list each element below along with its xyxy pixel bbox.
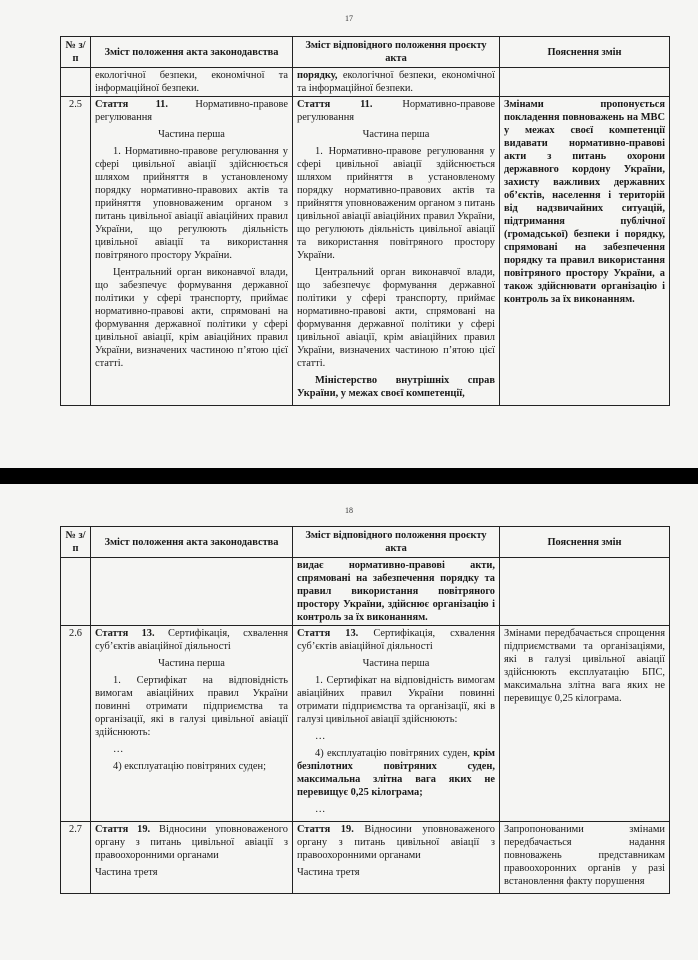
draft-cell: Стаття 13. Сертифікація, схвалення суб’єктів авіаційної діяльності Частина перша 1. Сертифікат на відповідність вимогам авіаційних правил України повинні отримати підприємства та організації, які в галузі цивільної авіації здійснюють: … 4) експлуатацію повітряних суден, крім безпілотних повітряних суден, максимальна злітна вага яких не перевищує 0,25 кілограма; … [293, 626, 500, 822]
table-row-2-6 [61, 626, 670, 822]
header-law: Зміст положення акта законодавства [91, 527, 293, 558]
header-note: Пояснення змін [500, 37, 670, 68]
header-draft: Зміст відповідного положення проєкту акта [293, 37, 500, 68]
table-row-continuation [61, 68, 670, 97]
row-number: 2.6 [61, 626, 91, 822]
table-row-2-7 [61, 822, 670, 894]
header-law: Зміст положення акта законодавства [91, 37, 293, 68]
table-row-2-5 [61, 97, 670, 406]
header-note: Пояснення змін [500, 527, 670, 558]
law-cell: Стаття 19. Відносини уповноваженого органу з питань цивільної авіації з правоохоронними органами Частина третя [91, 822, 293, 894]
law-cell: екологічної безпеки, економічної та інформаційної безпеки. [91, 68, 293, 97]
header-num: № з/п [61, 37, 91, 68]
comparison-table [60, 526, 670, 894]
header-num: № з/п [61, 527, 91, 558]
law-cell: Стаття 11. Нормативно-правове регулювання Частина перша 1. Нормативно-правове регулювання у сфері цивільної авіації здійснюється шляхом прийняття в установленому порядку нормативно-правових актів та прийняття уповноваженим органом з питань цивільної авіації авіаційних правил України, що регулюють діяльність цивільної авіації та використання повітряного простору України. Центральний орган виконавчої влади, що забезпечує формування державної політики у сфері транспорту, приймає нормативно-правові акти, спрямовані на формування державної політики у сфері цивільної авіації, крім авіаційних правил України, визначених частиною п’ятою цієї статті. [91, 97, 293, 406]
draft-cell: порядку, екологічної безпеки, економічної та інформаційної безпеки. [293, 68, 500, 97]
row-number: 2.5 [61, 97, 91, 406]
page-number: 18 [345, 506, 353, 515]
draft-cell: Стаття 19. Відносини уповноваженого органу з питань цивільної авіації з правоохоронними органами Частина третя [293, 822, 500, 894]
note-cell: Змінами передбачається спрощення підприємствами та організаціями, які в галузі цивільної авіації здійснюють експлуатацію БПС, максимальна злітна вага яких не перевищує 0,25 кілограма. [500, 626, 670, 822]
page-number: 17 [345, 14, 353, 23]
table-header-row [61, 37, 670, 68]
draft-cell: Стаття 11. Нормативно-правове регулювання Частина перша 1. Нормативно-правове регулювання у сфері цивільної авіації здійснюється шляхом прийняття в установленому порядку нормативно-правових актів та прийняття уповноваженим органом з питань цивільної авіації авіаційних правил України, що регулюють діяльність цивільної авіації та використання повітряного простору України. Центральний орган виконавчої влади, що забезпечує формування державної політики у сфері транспорту, приймає нормативно-правові акти, спрямовані на формування державної політики у сфері цивільної авіації, крім авіаційних правил України, визначених частиною п’ятою цієї статті. Міністерство внутрішніх справ України, у межах своєї компетенції, [293, 97, 500, 406]
row-number: 2.7 [61, 822, 91, 894]
table-header-row [61, 527, 670, 558]
note-cell: Запропонованими змінами передбачається надання повноважень представникам правоохоронних органів у разі встановлення факту порушення [500, 822, 670, 894]
note-cell: Змінами пропонується покладення повноважень на МВС у межах своєї компетенції видавати нормативно-правові акти з питань охорони державного кордону України, захисту важливих державних об’єктів, населення і територій від надзвичайних ситуацій, підтримання публічної (громадської) безпеки і порядку, спрямовані на забезпечення порядку та правил використання повітряного простору України, а також здійснювати організацію і контроль за їх виконанням. [500, 97, 670, 406]
document-page-17 [0, 0, 698, 468]
draft-cell: видає нормативно-правові акти, спрямовані на забезпечення порядку та правил використання повітряного простору України, здійснює організацію і контроль за їх виконанням. [293, 558, 500, 626]
document-page-18 [0, 484, 698, 960]
header-draft: Зміст відповідного положення проєкту акта [293, 527, 500, 558]
table-row-continuation [61, 558, 670, 626]
law-cell: Стаття 13. Сертифікація, схвалення суб’єктів авіаційної діяльності Частина перша 1. Сертифікат на відповідність вимогам авіаційних правил України повинні отримати підприємства та організації, які в галузі цивільної авіації здійснюють: … 4) експлуатацію повітряних суден; [91, 626, 293, 822]
comparison-table [60, 36, 670, 406]
